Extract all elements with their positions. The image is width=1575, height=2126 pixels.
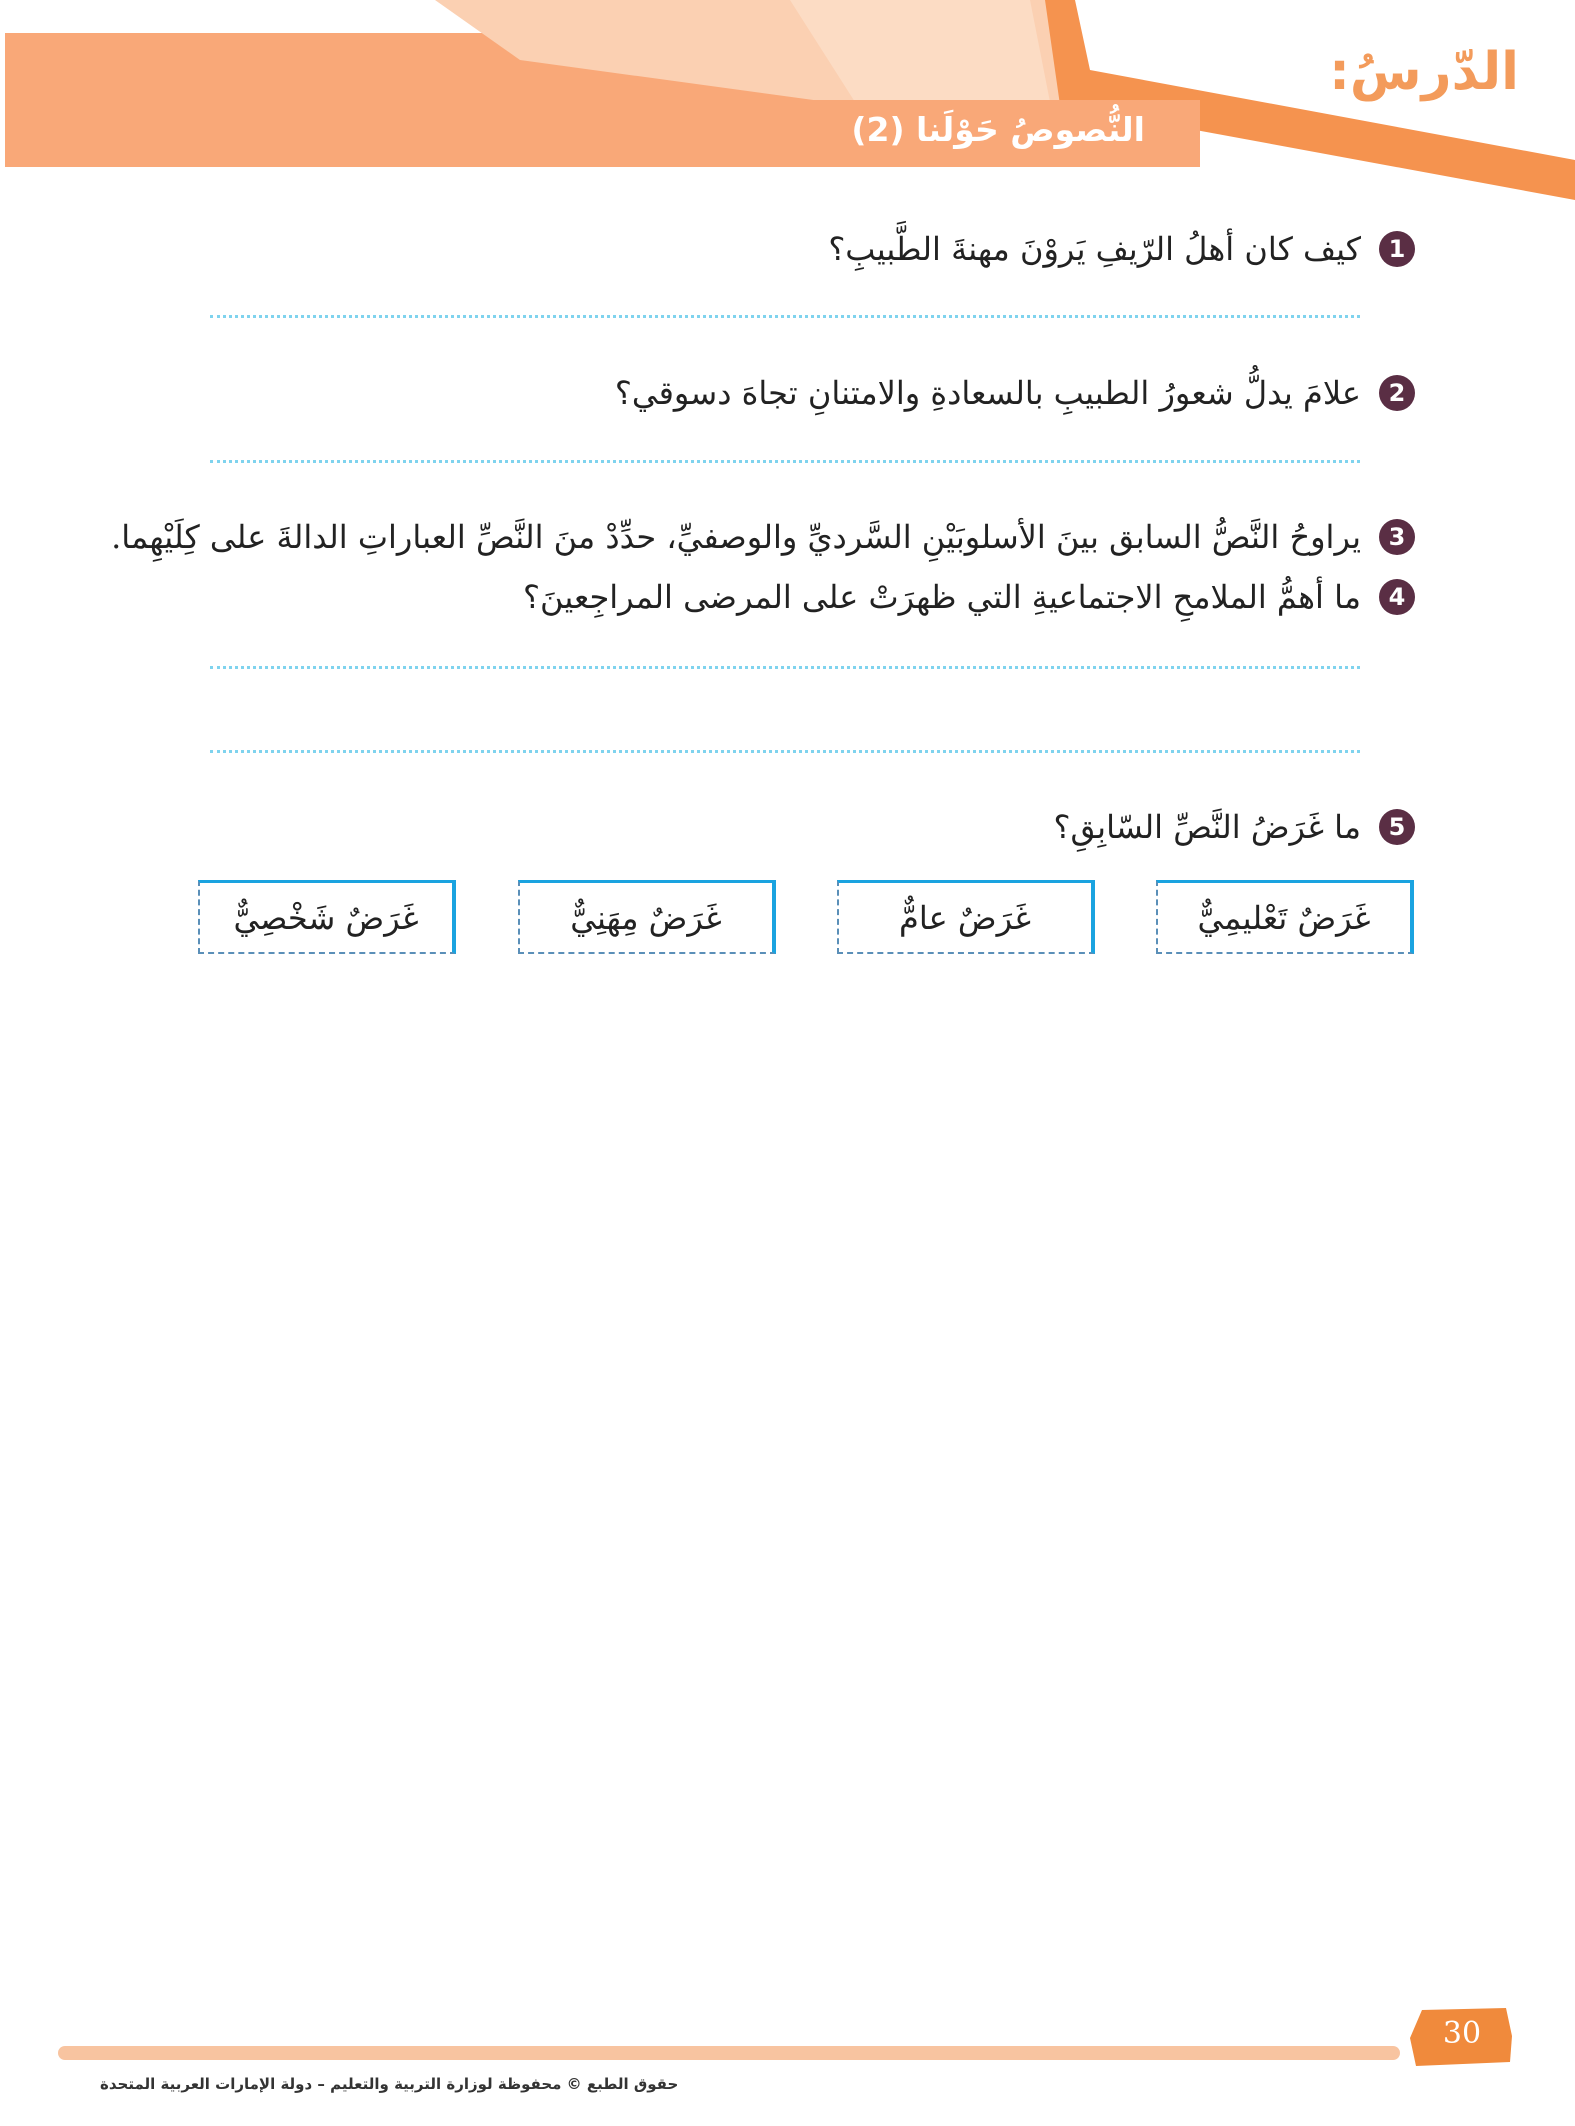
- question-3: [111, 518, 1415, 556]
- page-number: 30: [1442, 2016, 1482, 2051]
- answer-line-2[interactable]: [210, 460, 1360, 463]
- question-number-badge: 5: [1379, 809, 1415, 845]
- question-1: [828, 230, 1415, 268]
- question-number-badge: 4: [1379, 579, 1415, 615]
- question-number-badge: 3: [1379, 519, 1415, 555]
- option-box[interactable]: [518, 880, 776, 954]
- question-text: علامَ يدلُّ شعورُ الطبيبِ بالسعادةِ والامتنانِ تجاهَ دسوقي؟: [614, 374, 1361, 412]
- answer-line-4b[interactable]: [210, 750, 1360, 753]
- question-number-badge: 1: [1379, 231, 1415, 267]
- option-label: غَرَضٌ مِهَنِيٌّ: [570, 898, 722, 937]
- header-banner: [0, 0, 1575, 210]
- question-4: [523, 578, 1415, 616]
- question-5: [1054, 808, 1416, 846]
- question-2: [615, 374, 1415, 412]
- footer-bar: [58, 2046, 1400, 2060]
- option-box[interactable]: [1156, 880, 1414, 954]
- question-text: يراوحُ النَّصُّ السابق بينَ الأسلوبَيْنِ السَّرديِّ والوصفيِّ، حدِّدْ منَ النَّصِّ العباراتِ الدالةَ على كِلَيْهِما.: [111, 518, 1361, 556]
- option-label: غَرَضٌ تَعْليمِيٌّ: [1197, 898, 1371, 937]
- option-box[interactable]: [198, 880, 456, 954]
- question-number-badge: 2: [1379, 375, 1415, 411]
- option-box[interactable]: [837, 880, 1095, 954]
- option-label: غَرَضٌ شَخْصِيٌّ: [233, 898, 419, 937]
- lesson-label: الدّرسُ:: [1329, 42, 1519, 102]
- copyright-notice: حقوق الطبع © محفوظة لوزارة التربية والتعليم – دولة الإمارات العربية المتحدة: [100, 2075, 679, 2093]
- question-text: كيف كان أهلُ الرّيفِ يَروْنَ مهنةَ الطَّبيبِ؟: [828, 230, 1361, 268]
- question-text: ما غَرَضُ النَّصِّ السّابِقِ؟: [1053, 808, 1361, 846]
- question-text: ما أهمُّ الملامحِ الاجتماعيةِ التي ظهرَتْ على المرضى المراجِعينَ؟: [523, 578, 1361, 616]
- answer-line-1[interactable]: [210, 315, 1360, 318]
- option-label: غَرَضٌ عامٌّ: [899, 898, 1031, 937]
- answer-options: [198, 880, 1416, 960]
- lesson-subtitle: النُّصوصُ حَوْلَنا (2): [851, 110, 1145, 149]
- answer-line-4a[interactable]: [210, 666, 1360, 669]
